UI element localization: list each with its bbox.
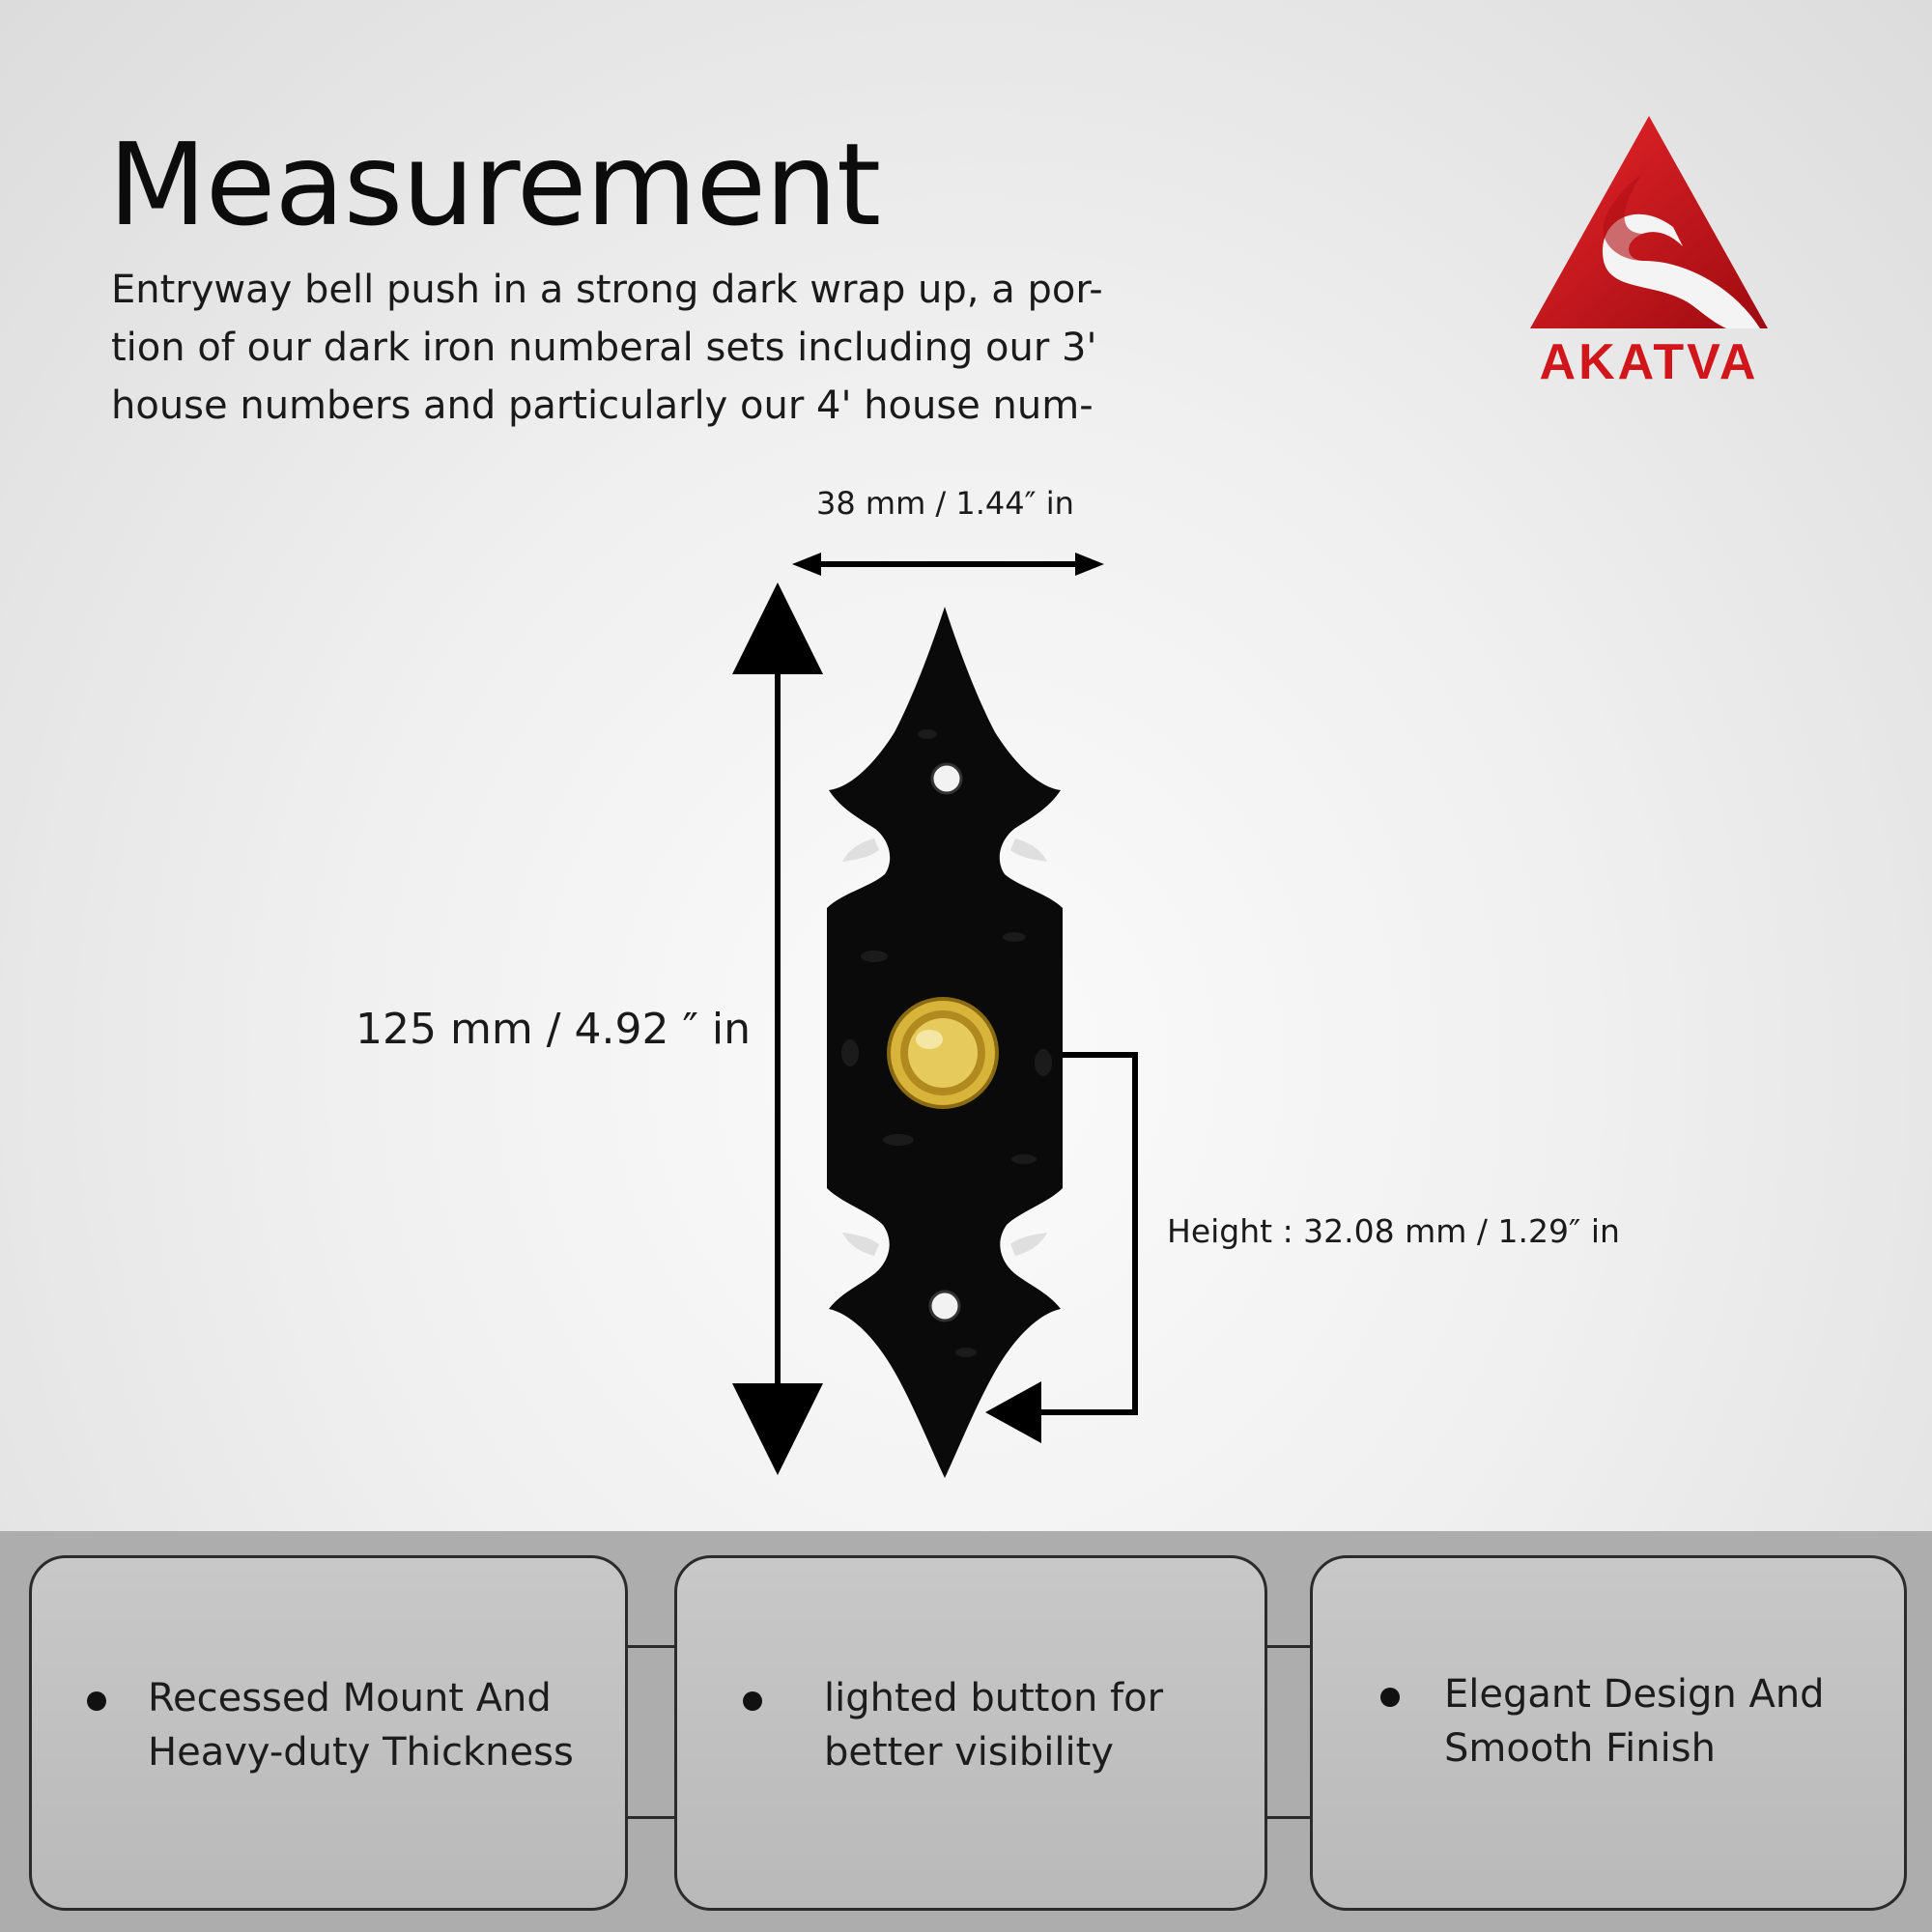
feature-line: lighted button for [824, 1676, 1164, 1720]
card-connector [626, 1645, 676, 1819]
description-line: Entryway bell push in a strong dark wrap up, a por- [111, 268, 1103, 312]
bullet-icon [743, 1691, 762, 1711]
feature-line: better visibility [824, 1730, 1114, 1775]
description-line: tion of our dark iron numberal sets including our 3' [111, 326, 1097, 370]
card-connector [1265, 1645, 1312, 1819]
feature-text [824, 1671, 1163, 1779]
brand-name: AKATVA [1539, 334, 1759, 390]
bullet-icon [87, 1691, 106, 1711]
doorbell-plate-icon [827, 607, 1063, 1478]
height-dimension-label: Height : 32.08 mm / 1.29″ in [1167, 1212, 1620, 1250]
feature-line: Recessed Mount And [148, 1676, 552, 1720]
width-dimension-label: 38 mm / 1.44″ in [816, 485, 1074, 522]
bullet-icon [1380, 1688, 1400, 1707]
description-line: house numbers and particularly our 4' house num- [111, 384, 1094, 428]
feature-card-2 [674, 1555, 1267, 1911]
width-arrow [792, 553, 1104, 576]
feature-text [148, 1671, 574, 1779]
feature-line: Elegant Design And [1444, 1672, 1825, 1717]
feature-card-3 [1310, 1555, 1907, 1911]
feature-line: Heavy-duty Thickness [148, 1730, 574, 1775]
feature-line: Smooth Finish [1444, 1726, 1716, 1771]
length-dimension-label: 125 mm / 4.92 ″ in [355, 1005, 751, 1054]
feature-card-1 [29, 1555, 628, 1911]
feature-text [1444, 1667, 1825, 1776]
page-title: Measurement [108, 118, 881, 251]
